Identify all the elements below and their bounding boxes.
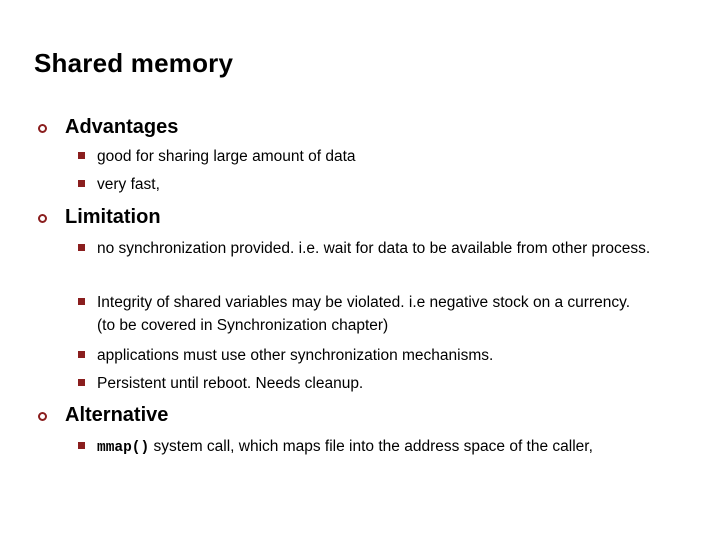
list-item	[78, 344, 678, 367]
section-heading: Advantages	[65, 116, 179, 138]
list-item	[78, 372, 678, 395]
section-heading: Alternative	[65, 404, 169, 426]
section-alternative	[38, 404, 168, 427]
list-item	[78, 173, 678, 196]
list-item-text: Integrity of shared variables may be violated. i.e negative stock on a currency. (to be covered in Synchronization chapter)	[97, 294, 631, 334]
ring-bullet-icon	[38, 214, 47, 223]
square-bullet-icon	[78, 442, 85, 449]
list-item-text: Persistent until reboot. Needs cleanup.	[97, 375, 364, 392]
ring-bullet-icon	[38, 124, 47, 133]
square-bullet-icon	[78, 298, 85, 305]
square-bullet-icon	[78, 180, 85, 187]
list-item-text: no synchronization provided. i.e. wait for data to be available from other process.	[97, 240, 651, 257]
list-item	[78, 237, 658, 260]
square-bullet-icon	[78, 351, 85, 358]
list-item	[78, 145, 678, 168]
section-limitation	[38, 206, 161, 229]
list-item-rest: system call, which maps file into the address space of the caller,	[149, 438, 593, 455]
list-item-text	[78, 435, 658, 460]
section-heading: Limitation	[65, 206, 161, 228]
square-bullet-icon	[78, 379, 85, 386]
list-item	[78, 435, 658, 460]
section-advantages	[38, 116, 178, 139]
ring-bullet-icon	[38, 412, 47, 421]
list-item-text: very fast,	[97, 176, 160, 193]
square-bullet-icon	[78, 152, 85, 159]
list-item-text: applications must use other synchronization mechanisms.	[97, 347, 494, 364]
code-snippet: mmap()	[97, 440, 150, 456]
list-item-text: good for sharing large amount of data	[97, 148, 356, 165]
list-item	[78, 291, 648, 337]
slide-title: Shared memory	[34, 48, 234, 78]
square-bullet-icon	[78, 244, 85, 251]
